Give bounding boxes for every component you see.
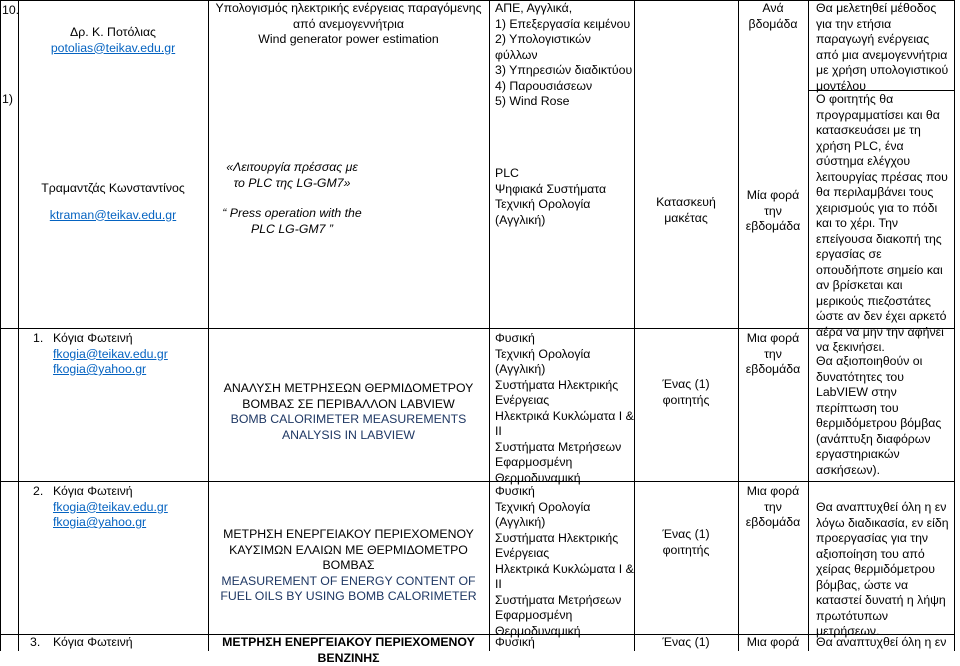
course-item: Εφαρμοσμένη — [495, 608, 573, 622]
course-item: Ηλεκτρικά Κυκλώματα Ι & — [495, 561, 634, 576]
title-english: BOMB CALORIMETER MEASUREMENTS ANALYSIS IN LABVIEW — [230, 412, 467, 442]
title-greek: ΑΝΑΛΥΣΗ ΜΕΤΡΗΣΕΩΝ ΘΕΡΜΙΔΟΜΕΤΡΟΥ ΒΟΜΒΑΣ ΣΕ ΠΕΡΙΒΑΛΛΟΝ LABVIEW — [223, 381, 474, 411]
course-item: 4) Παρουσιάσεων — [495, 78, 593, 93]
course-item: Συστήματα Μετρήσεων — [495, 592, 622, 607]
row10-frequency-2: Μία φορά την εβδομάδα — [745, 188, 801, 233]
student-name: Τραμαντζάς Κωνσταντίνος — [41, 181, 185, 195]
supervisor-name: Κόγια Φωτεινή — [53, 484, 133, 498]
email-link[interactable]: fkogia@yahoo.gr — [53, 362, 147, 376]
course-item: Ενέργειας — [495, 546, 550, 560]
row10-student — [18, 181, 208, 223]
row-k1-students: Ένας (1) φοιτητής — [662, 377, 710, 407]
row-k2-frequency: Μια φορά την εβδομάδα — [745, 484, 801, 529]
course-item: Φυσική — [495, 331, 535, 345]
row-k2-students: Ένας (1) φοιτητής — [662, 527, 710, 557]
course-item: ΑΠΕ, Αγγλικά, — [495, 1, 573, 15]
course-item: 2) Υπολογιστικών φύλλων — [495, 32, 591, 62]
row-k1-supervisor — [53, 331, 207, 378]
supervisor-name: Δρ. Κ. Ποτόλιας — [69, 25, 156, 39]
supervisor-name: Κόγια Φωτεινή — [53, 331, 133, 345]
row-k3-description: Θα αναπτυχθεί όλη η εν — [816, 635, 947, 649]
row10-title-2 — [222, 160, 362, 237]
supervisor-email-link[interactable]: potolias@teikav.edu.gr — [50, 40, 176, 55]
table-border-right — [954, 0, 955, 651]
row-k2-title — [210, 527, 487, 605]
table-border-col1 — [18, 0, 19, 651]
course-item: Τεχνική Ορολογία — [495, 197, 591, 211]
row-k3-supervisor: Κόγια Φωτεινή — [53, 635, 133, 649]
row-k2-description: Θα αναπτυχθεί όλη η εν λόγω διαδικασία, εν είδη προεργασίας για την αξιοποίηση του από χείρας θερμιδόμετρου βόμβας, ώστε να καταστεί δυνατή η λήψη πρωτότυπων μετρήσεων. — [816, 500, 949, 638]
row-k1-description: Θα αξιοποιηθούν οι δυνατότητες του LabVIEW στην περίπτωση του θερμιδόμετρου βόμβας (ανάπτυξη διαφόρων εργαστηριακών ασκήσεων). — [816, 354, 942, 477]
table-border-left — [0, 0, 1, 651]
course-item: 1) Επεξεργασία κειμένου — [495, 16, 631, 31]
course-item: Τεχνική Ορολογία — [495, 346, 591, 361]
row10-courses-2 — [495, 166, 633, 228]
course-item: Θερμοδυναμική — [495, 623, 581, 638]
email-link[interactable]: fkogia@yahoo.gr — [53, 515, 147, 529]
title-greek: ΜΕΤΡΗΣΗ ΕΝΕΡΓΕΙΑΚΟΥ ΠΕΡΙΕΧΟΜΕΝΟΥ ΚΑΥΣΙΜΩΝ ΕΛΑΙΩΝ ΜΕ ΘΕΡΜΙΔΟΜΕΤΡΟ ΒΟΜΒΑΣ — [223, 527, 474, 572]
row10-courses-1 — [495, 1, 633, 110]
row-k3-title: ΜΕΤΡΗΣΗ ΕΝΕΡΓΕΙΑΚΟΥ ΠΕΡΙΕΧΟΜΕΝΟΥ ΒΕΝΖΙΝΗΣ — [222, 635, 475, 665]
row-divider-2 — [0, 481, 955, 482]
course-item: Τεχνική Ορολογία — [495, 499, 591, 514]
course-item: Θερμοδυναμική — [495, 470, 581, 485]
course-item: Φυσική — [495, 484, 535, 498]
row-k3-course: Φυσική — [495, 635, 535, 649]
course-item: Ψηφιακά Συστήματα — [495, 181, 607, 196]
row-k1-courses — [495, 331, 635, 486]
row10-frequency-1: Ανά βδομάδα — [748, 1, 798, 31]
table-border-col5 — [738, 0, 739, 651]
row-divider-1 — [0, 328, 955, 329]
course-item: Συστήματα Ηλεκτρικής — [495, 377, 619, 392]
row-k2-supervisor — [53, 484, 207, 531]
course-item: ΙΙ — [495, 577, 502, 591]
email-link[interactable]: fkogia@teikav.edu.gr — [53, 499, 168, 514]
row-k3-students: Ένας (1) — [662, 635, 710, 649]
course-item: 3) Υπηρεσιών διαδικτύου — [495, 63, 633, 77]
table-border-col6 — [808, 0, 809, 651]
course-item: Συστήματα Μετρήσεων — [495, 439, 622, 454]
row10-description-2: Ο φοιτητής θα προγραμματίσει και θα κατασκευάσει με τη χρήση PLC, ένα σύστημα ελέγχου λειτουργίας πρέσας που θα περιλαμβάνει τους χειρισμούς για το πόδι και το χέρι. Την επείγουσα διακοπή της εργασίας σε οπουδήποτε σημείο και αν βρίσκεται και μερικούς πιεζοστάτες ώστε αν δεν έχει αρκετό αέρα να μην την αφήνει να ξεκινήσει. — [816, 92, 948, 354]
row-k1-frequency: Μια φορά την εβδομάδα — [745, 331, 801, 376]
row-k2-number: 2. — [33, 484, 44, 498]
course-item: (Αγγλική) — [495, 515, 546, 529]
course-item: ΙΙ — [495, 424, 502, 438]
row10-type: Κατασκευή μακέτας — [656, 195, 716, 225]
course-item: Εφαρμοσμένη — [495, 455, 573, 469]
row10-number: 10. — [2, 3, 20, 17]
title-english: MEASUREMENT OF ENERGY CONTENT OF FUEL OILS BY USING BOMB CALORIMETER — [220, 573, 477, 603]
title-greek: Υπολογισμός ηλεκτρικής ενέργειας παραγόμενης από ανεμογεννήτρια — [215, 1, 482, 31]
row-k3-frequency: Μια φορά — [746, 635, 800, 649]
email-link[interactable]: fkogia@teikav.edu.gr — [53, 346, 168, 361]
row10-description-1: Θα μελετηθεί μέθοδος για την ετήσια παραγωγή ενέργειας από μια ανεμογεννήτρια με χρήση υπολογιστικού μοντέλου — [816, 1, 949, 93]
row10-sub-number: 1) — [2, 92, 13, 106]
course-item: (Αγγλική) — [495, 362, 546, 376]
title2-greek: «Λειτουργία πρέσσας με το PLC της LG-GM7» — [226, 160, 358, 190]
row-k1-number: 1. — [33, 331, 44, 345]
row-k2-courses — [495, 484, 635, 639]
student-email-link[interactable]: ktraman@teikav.edu.gr — [49, 207, 177, 222]
course-item: PLC — [495, 166, 519, 180]
row10-title — [210, 1, 487, 48]
table-border-col2 — [208, 0, 209, 651]
course-item: 5) Wind Rose — [495, 94, 570, 108]
course-item: Συστήματα Ηλεκτρικής — [495, 530, 619, 545]
course-item: Ενέργειας — [495, 393, 550, 407]
row-k3-number: 3. — [30, 635, 41, 649]
course-item: (Αγγλική) — [495, 212, 546, 227]
title2-english: “ Press operation with the PLC LG-GM7 ” — [222, 206, 362, 236]
row10-supervisor — [18, 25, 208, 56]
course-item: Ηλεκτρικά Κυκλώματα Ι & — [495, 408, 634, 423]
title-english: Wind generator power estimation — [258, 32, 439, 46]
table-border-col3 — [489, 0, 490, 651]
row-k1-title — [210, 381, 487, 443]
